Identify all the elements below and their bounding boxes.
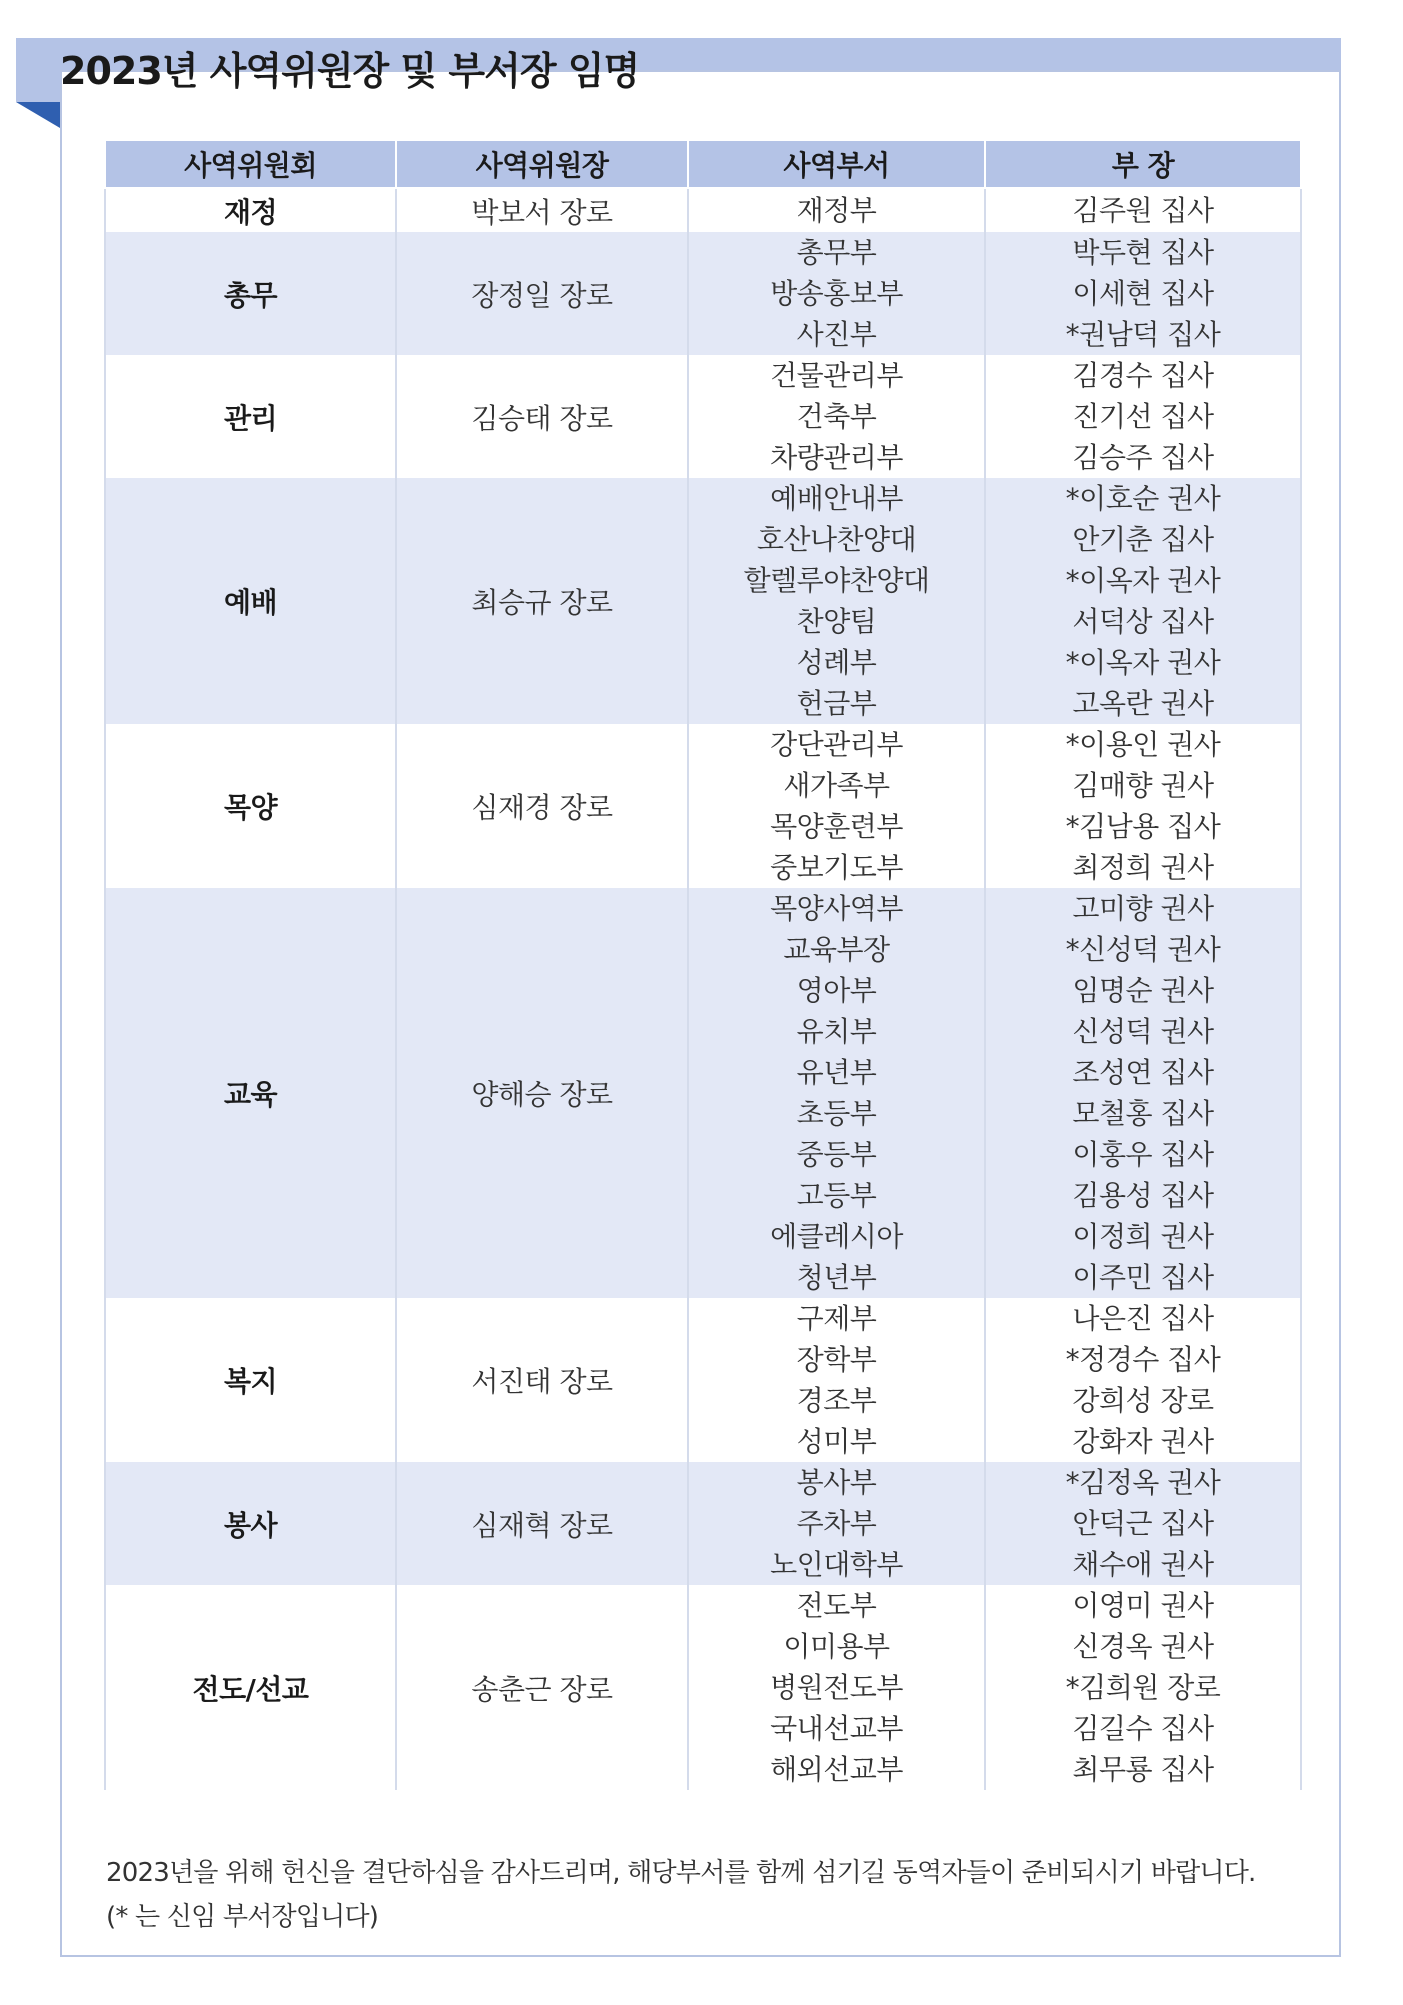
header-committee: 사역위원회 <box>105 140 396 188</box>
department-head: 이주민 집사 <box>985 1257 1301 1298</box>
table-header-row <box>105 140 1301 188</box>
department-name: 영아부 <box>688 970 985 1011</box>
department-name: 유치부 <box>688 1011 985 1052</box>
department-name: 차량관리부 <box>688 437 985 478</box>
department-name: 중등부 <box>688 1134 985 1175</box>
department-head: 이영미 권사 <box>985 1585 1301 1626</box>
table-row <box>105 888 1301 929</box>
department-head: *이옥자 권사 <box>985 560 1301 601</box>
committee-group <box>105 1298 1301 1462</box>
committee-chair: 서진태 장로 <box>396 1298 688 1462</box>
department-name: 강단관리부 <box>688 724 985 765</box>
committee-group <box>105 1585 1301 1790</box>
department-head: 이홍우 집사 <box>985 1134 1301 1175</box>
department-name: 건물관리부 <box>688 355 985 396</box>
department-head: *정경수 집사 <box>985 1339 1301 1380</box>
department-head: 임명순 권사 <box>985 970 1301 1011</box>
department-name: 유년부 <box>688 1052 985 1093</box>
department-head: 김매향 권사 <box>985 765 1301 806</box>
table-row <box>105 1462 1301 1503</box>
committee-chair: 김승태 장로 <box>396 355 688 478</box>
page-title: 2023년 사역위원장 및 부서장 임명 <box>60 49 640 93</box>
department-name: 총무부 <box>688 232 985 273</box>
department-head: 고옥란 권사 <box>985 683 1301 724</box>
department-name: 경조부 <box>688 1380 985 1421</box>
department-head: 김용성 집사 <box>985 1175 1301 1216</box>
department-name: 목양사역부 <box>688 888 985 929</box>
table-row <box>105 1298 1301 1339</box>
committee-chair: 심재경 장로 <box>396 724 688 888</box>
title-fold-accent <box>16 102 60 128</box>
department-head: *김정옥 권사 <box>985 1462 1301 1503</box>
department-name: 성미부 <box>688 1421 985 1462</box>
committee-name: 재정 <box>105 188 396 232</box>
department-name: 재정부 <box>688 188 985 232</box>
department-head: 신성덕 권사 <box>985 1011 1301 1052</box>
department-head: *김남용 집사 <box>985 806 1301 847</box>
department-head: 신경옥 권사 <box>985 1626 1301 1667</box>
appointment-table <box>104 139 1302 1790</box>
committee-chair: 송춘근 장로 <box>396 1585 688 1790</box>
committee-group <box>105 724 1301 888</box>
department-head: 조성연 집사 <box>985 1052 1301 1093</box>
committee-name: 목양 <box>105 724 396 888</box>
department-name: 주차부 <box>688 1503 985 1544</box>
department-name: 초등부 <box>688 1093 985 1134</box>
committee-name: 교육 <box>105 888 396 1298</box>
committee-group <box>105 355 1301 478</box>
department-head: *이호순 권사 <box>985 478 1301 519</box>
department-name: 사진부 <box>688 314 985 355</box>
department-name: 교육부장 <box>688 929 985 970</box>
table-row <box>105 232 1301 273</box>
department-name: 예배안내부 <box>688 478 985 519</box>
department-head: *신성덕 권사 <box>985 929 1301 970</box>
department-name: 봉사부 <box>688 1462 985 1503</box>
table-row <box>105 1585 1301 1626</box>
committee-name: 복지 <box>105 1298 396 1462</box>
department-head: 고미향 권사 <box>985 888 1301 929</box>
department-head: 김승주 집사 <box>985 437 1301 478</box>
department-name: 장학부 <box>688 1339 985 1380</box>
department-name: 전도부 <box>688 1585 985 1626</box>
department-head: 김길수 집사 <box>985 1708 1301 1749</box>
department-name: 해외선교부 <box>688 1749 985 1790</box>
committee-name: 관리 <box>105 355 396 478</box>
department-name: 이미용부 <box>688 1626 985 1667</box>
department-head: *김희원 장로 <box>985 1667 1301 1708</box>
department-head: 최무룡 집사 <box>985 1749 1301 1790</box>
committee-group <box>105 188 1301 232</box>
department-name: 새가족부 <box>688 765 985 806</box>
header-department-head: 부 장 <box>985 140 1301 188</box>
department-head: 채수애 권사 <box>985 1544 1301 1585</box>
department-head: 안기춘 집사 <box>985 519 1301 560</box>
committee-group <box>105 478 1301 724</box>
committee-name: 총무 <box>105 232 396 355</box>
department-head: 김주원 집사 <box>985 188 1301 232</box>
table-row <box>105 724 1301 765</box>
table-row <box>105 355 1301 396</box>
department-name: 방송홍보부 <box>688 273 985 314</box>
header-department: 사역부서 <box>688 140 985 188</box>
committee-chair: 최승규 장로 <box>396 478 688 724</box>
committee-group <box>105 232 1301 355</box>
department-name: 노인대학부 <box>688 1544 985 1585</box>
department-name: 에클레시아 <box>688 1216 985 1257</box>
department-name: 고등부 <box>688 1175 985 1216</box>
table-row <box>105 478 1301 519</box>
department-head: 나은진 집사 <box>985 1298 1301 1339</box>
table-row <box>105 188 1301 232</box>
department-name: 헌금부 <box>688 683 985 724</box>
department-name: 목양훈련부 <box>688 806 985 847</box>
department-head: 안덕근 집사 <box>985 1503 1301 1544</box>
committee-chair: 박보서 장로 <box>396 188 688 232</box>
committee-chair: 장정일 장로 <box>396 232 688 355</box>
department-name: 국내선교부 <box>688 1708 985 1749</box>
department-head: 박두현 집사 <box>985 232 1301 273</box>
department-head: 서덕상 집사 <box>985 601 1301 642</box>
department-name: 할렐루야찬양대 <box>688 560 985 601</box>
department-head: *권남덕 집사 <box>985 314 1301 355</box>
department-name: 구제부 <box>688 1298 985 1339</box>
department-head: 이정희 권사 <box>985 1216 1301 1257</box>
committee-group <box>105 888 1301 1298</box>
committee-name: 봉사 <box>105 1462 396 1585</box>
footer-note: 2023년을 위해 헌신을 결단하심을 감사드리며, 해당부서를 함께 섬기길 동역자들이 준비되시기 바랍니다. <box>106 1858 1256 1888</box>
department-name: 건축부 <box>688 396 985 437</box>
department-head: *이옥자 권사 <box>985 642 1301 683</box>
committee-name: 전도/선교 <box>105 1585 396 1790</box>
header-chair: 사역위원장 <box>396 140 688 188</box>
committee-group <box>105 1462 1301 1585</box>
department-name: 찬양팀 <box>688 601 985 642</box>
department-name: 병원전도부 <box>688 1667 985 1708</box>
department-head: 강화자 권사 <box>985 1421 1301 1462</box>
footer-new-head-note: (* 는 신임 부서장입니다) <box>106 1902 379 1932</box>
department-head: 진기선 집사 <box>985 396 1301 437</box>
department-head: 모철홍 집사 <box>985 1093 1301 1134</box>
department-head: *이용인 권사 <box>985 724 1301 765</box>
department-name: 호산나찬양대 <box>688 519 985 560</box>
committee-chair: 양해승 장로 <box>396 888 688 1298</box>
committee-chair: 심재혁 장로 <box>396 1462 688 1585</box>
department-head: 최정희 권사 <box>985 847 1301 888</box>
department-name: 성례부 <box>688 642 985 683</box>
department-head: 강희성 장로 <box>985 1380 1301 1421</box>
committee-name: 예배 <box>105 478 396 724</box>
department-name: 중보기도부 <box>688 847 985 888</box>
department-name: 청년부 <box>688 1257 985 1298</box>
department-head: 김경수 집사 <box>985 355 1301 396</box>
department-head: 이세현 집사 <box>985 273 1301 314</box>
